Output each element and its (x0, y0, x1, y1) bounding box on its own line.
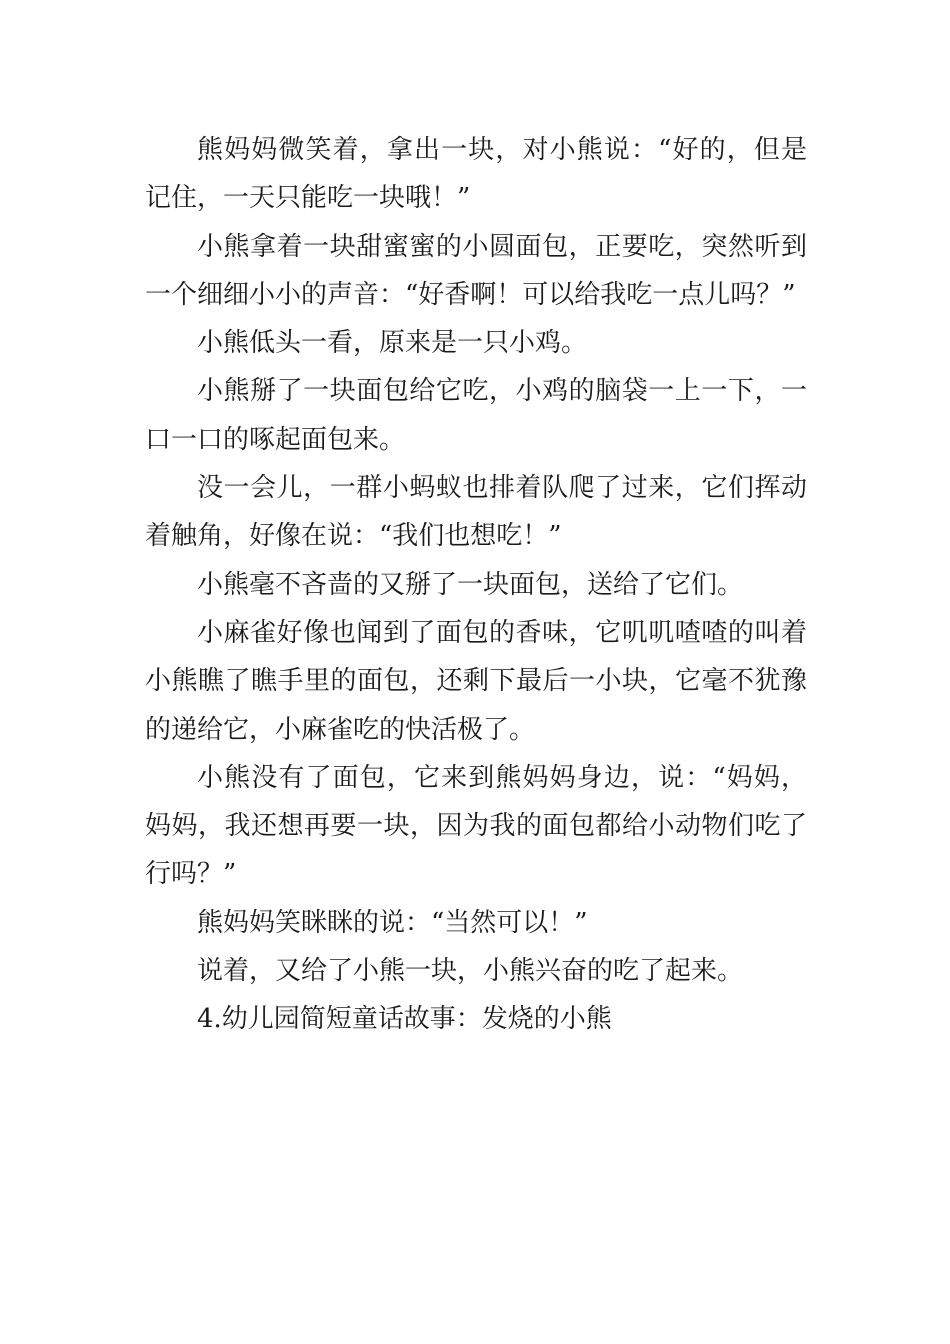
paragraph: 没一会儿，一群小蚂蚁也排着队爬了过来，它们挥动着触角，好像在说：“我们也想吃！” (145, 473, 807, 552)
paragraph: 熊妈妈笑眯眯的说：“当然可以！” (197, 907, 588, 938)
document-body (145, 126, 807, 1044)
paragraph: 小熊拿着一块甜蜜蜜的小圆面包，正要吃，突然听到一个细细小小的声音：“好香啊！可以给我吃一点儿吗？” (145, 231, 807, 310)
paragraph: 熊妈妈微笑着，拿出一块，对小熊说：“好的，但是记住，一天只能吃一块哦！” (145, 135, 807, 214)
paragraph: 小熊没有了面包，它来到熊妈妈身边，说：“妈妈，妈妈，我还想再要一块，因为我的面包都给小动物们吃了行吗？” (145, 762, 807, 890)
paragraph: 小熊低头一看，原来是一只小鸡。 (197, 328, 588, 359)
section-heading: 4.幼儿园简短童话故事：发烧的小熊 (197, 1004, 612, 1035)
paragraph: 说着，又给了小熊一块，小熊兴奋的吃了起来。 (197, 956, 744, 987)
paragraph: 小熊毫不吝啬的又掰了一块面包，送给了它们。 (197, 569, 744, 600)
paragraph: 小熊掰了一块面包给它吃，小鸡的脑袋一上一下，一口一口的啄起面包来。 (145, 376, 807, 455)
paragraph: 小麻雀好像也闻到了面包的香味，它叽叽喳喳的叫着小熊瞧了瞧手里的面包，还剩下最后一小块，它毫不犹豫的递给它，小麻雀吃的快活极了。 (145, 617, 807, 745)
